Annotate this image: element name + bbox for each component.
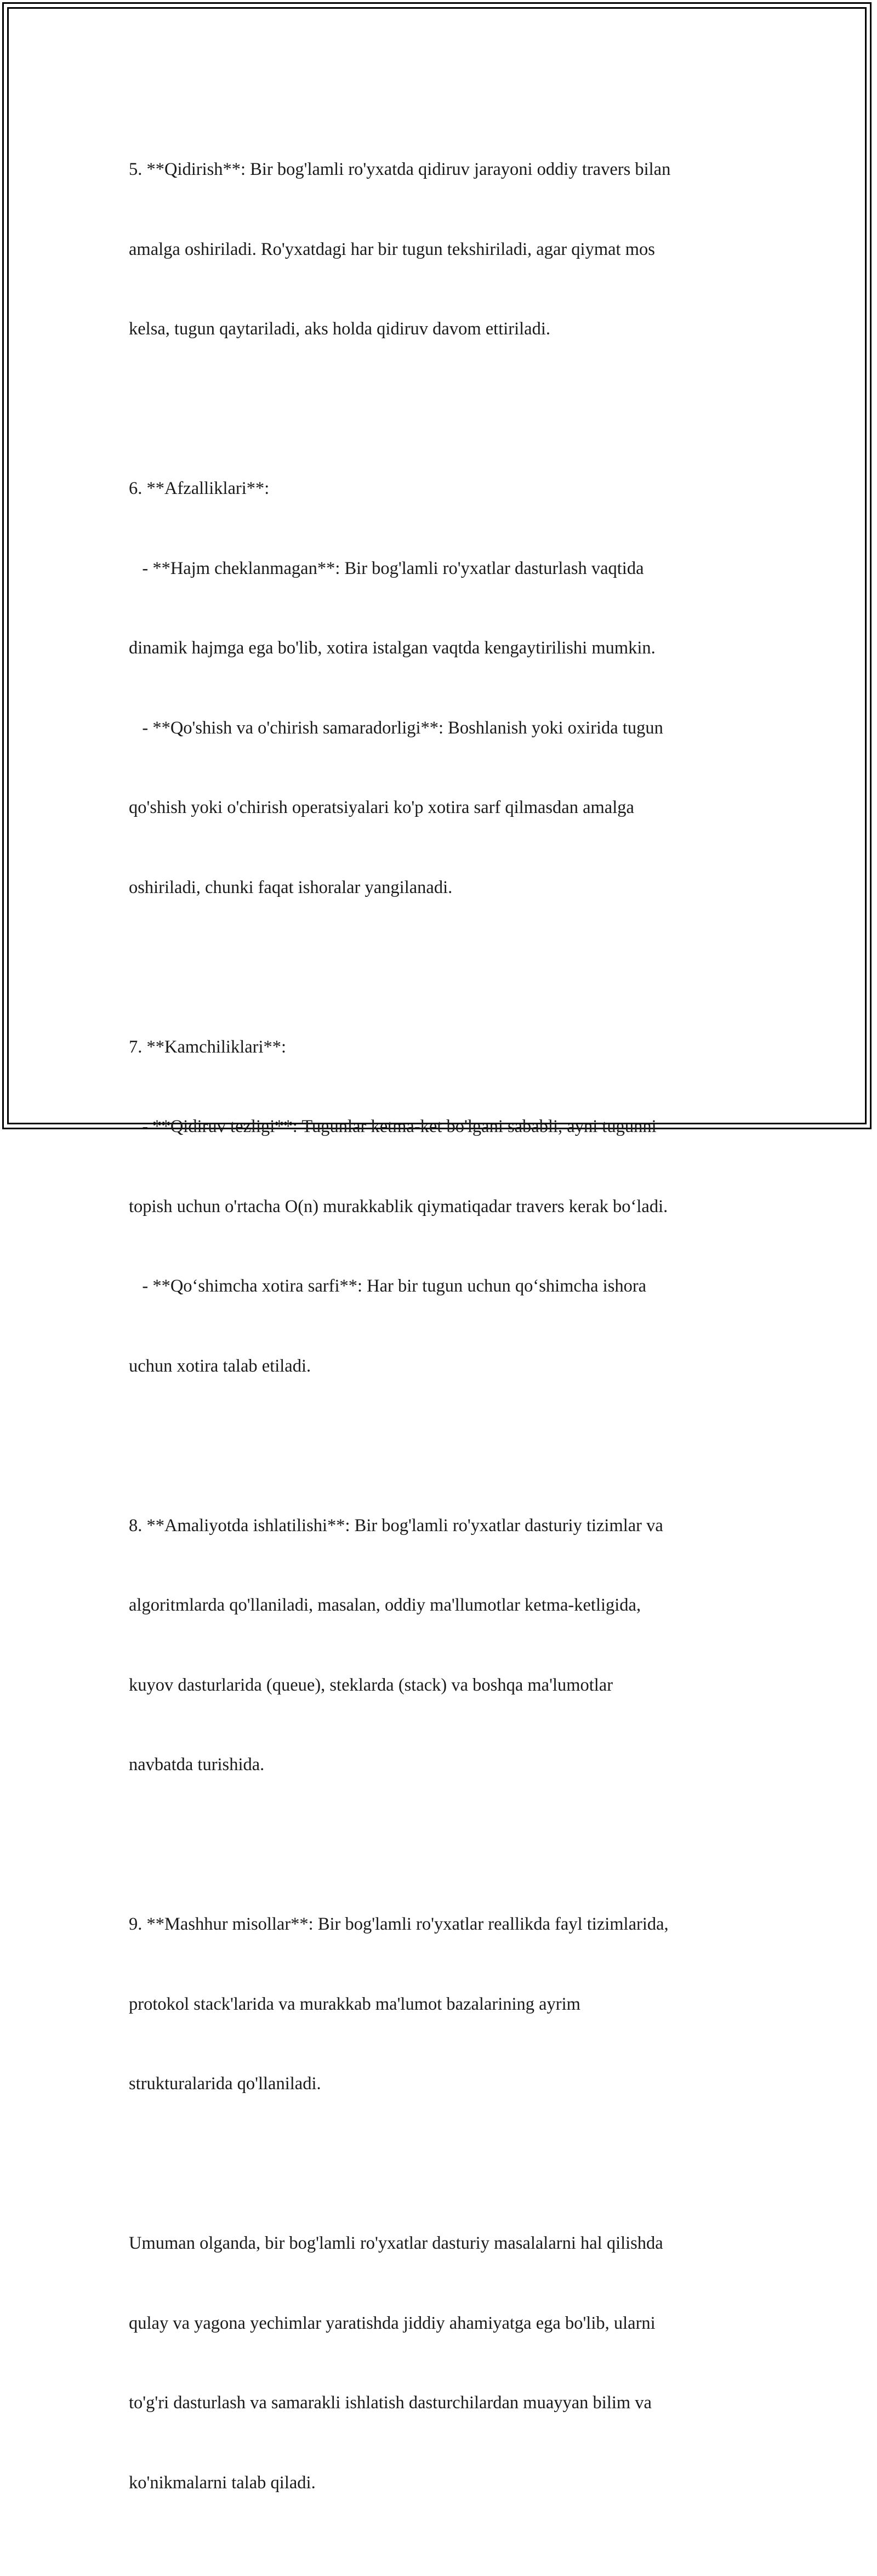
text-line: kuyov dasturlarida (queue), steklarda (stack) va boshqa ma'lumotlar bbox=[129, 1675, 613, 1695]
text-line: protokol stack'larida va murakkab ma'lumot bazalarining ayrim bbox=[129, 1994, 580, 2014]
text-line: kelsa, tugun qaytariladi, aks holda qidiruv davom ettiriladi. bbox=[129, 319, 550, 339]
paragraph-kamchiliklari bbox=[129, 981, 754, 1433]
text-line: strukturalarida qo'llaniladi. bbox=[129, 2074, 321, 2094]
paragraph-xulosa bbox=[129, 2177, 754, 2549]
paragraph-mashhur-misollar bbox=[129, 1858, 754, 2151]
text-line: - **Qo'shish va o'chirish samaradorligi**: Boshlanish yoki oxirida tugun bbox=[129, 718, 663, 738]
text-line: uchun xotira talab etiladi. bbox=[129, 1356, 311, 1376]
text-line: qulay va yagona yechimlar yaratishda jiddiy ahamiyatga ega bo'lib, ularni bbox=[129, 2313, 656, 2333]
text-line: - **Qo‘shimcha xotira sarfi**: Har bir tugun uchun qo‘shimcha ishora bbox=[129, 1276, 647, 1296]
text-line: oshiriladi, chunki faqat ishoralar yangilanadi. bbox=[129, 877, 453, 897]
text-line: dinamik hajmga ega bo'lib, xotira istalgan vaqtda kengaytirilishi mumkin. bbox=[129, 638, 656, 658]
text-line: - **Hajm cheklanmagan**: Bir bog'lamli ro'yxatlar dasturlash vaqtida bbox=[129, 558, 644, 578]
paragraph-amaliyotda bbox=[129, 1459, 754, 1832]
text-line: - **Qidiruv tezligi**: Tugunlar ketma-ket bo'lgani sababli, ayni tugunni bbox=[129, 1117, 657, 1136]
paragraph-afzalliklari bbox=[129, 422, 754, 954]
paragraph-qidirish bbox=[129, 103, 754, 396]
text-line: navbatda turishida. bbox=[129, 1755, 265, 1775]
text-line: 7. **Kamchiliklari**: bbox=[129, 1037, 287, 1057]
text-line: 8. **Amaliyotda ishlatilishi**: Bir bog'lamli ro'yxatlar dasturiy tizimlar va bbox=[129, 1515, 663, 1536]
text-line: amalga oshiriladi. Ro'yxatdagi har bir tugun tekshiriladi, agar qiymat mos bbox=[129, 239, 655, 259]
text-line: ko'nikmalarni talab qiladi. bbox=[129, 2472, 316, 2493]
text-line: 6. **Afzalliklari**: bbox=[129, 479, 270, 498]
text-line: Umuman olganda, bir bog'lamli ro'yxatlar dasturiy masalalarni hal qilishda bbox=[129, 2233, 663, 2253]
text-line: topish uchun o'rtacha O(n) murakkablik qiymatiqadar travers kerak bo‘ladi. bbox=[129, 1196, 668, 1216]
text-line: qo'shish yoki o'chirish operatsiyalari ko'p xotira sarf qilmasdan amalga bbox=[129, 798, 634, 817]
text-line: algoritmlarda qo'llaniladi, masalan, oddiy ma'llumotlar ketma-ketligida, bbox=[129, 1595, 641, 1615]
text-line: 9. **Mashhur misollar**: Bir bog'lamli ro'yxatlar reallikda fayl tizimlarida, bbox=[129, 1914, 669, 1934]
document-body bbox=[129, 103, 754, 2576]
text-line: to'g'ri dasturlash va samarakli ishlatish dasturchilardan muayyan bilim va bbox=[129, 2393, 652, 2413]
text-line: 5. **Qidirish**: Bir bog'lamli ro'yxatda qidiruv jarayoni oddiy travers bilan bbox=[129, 160, 671, 179]
